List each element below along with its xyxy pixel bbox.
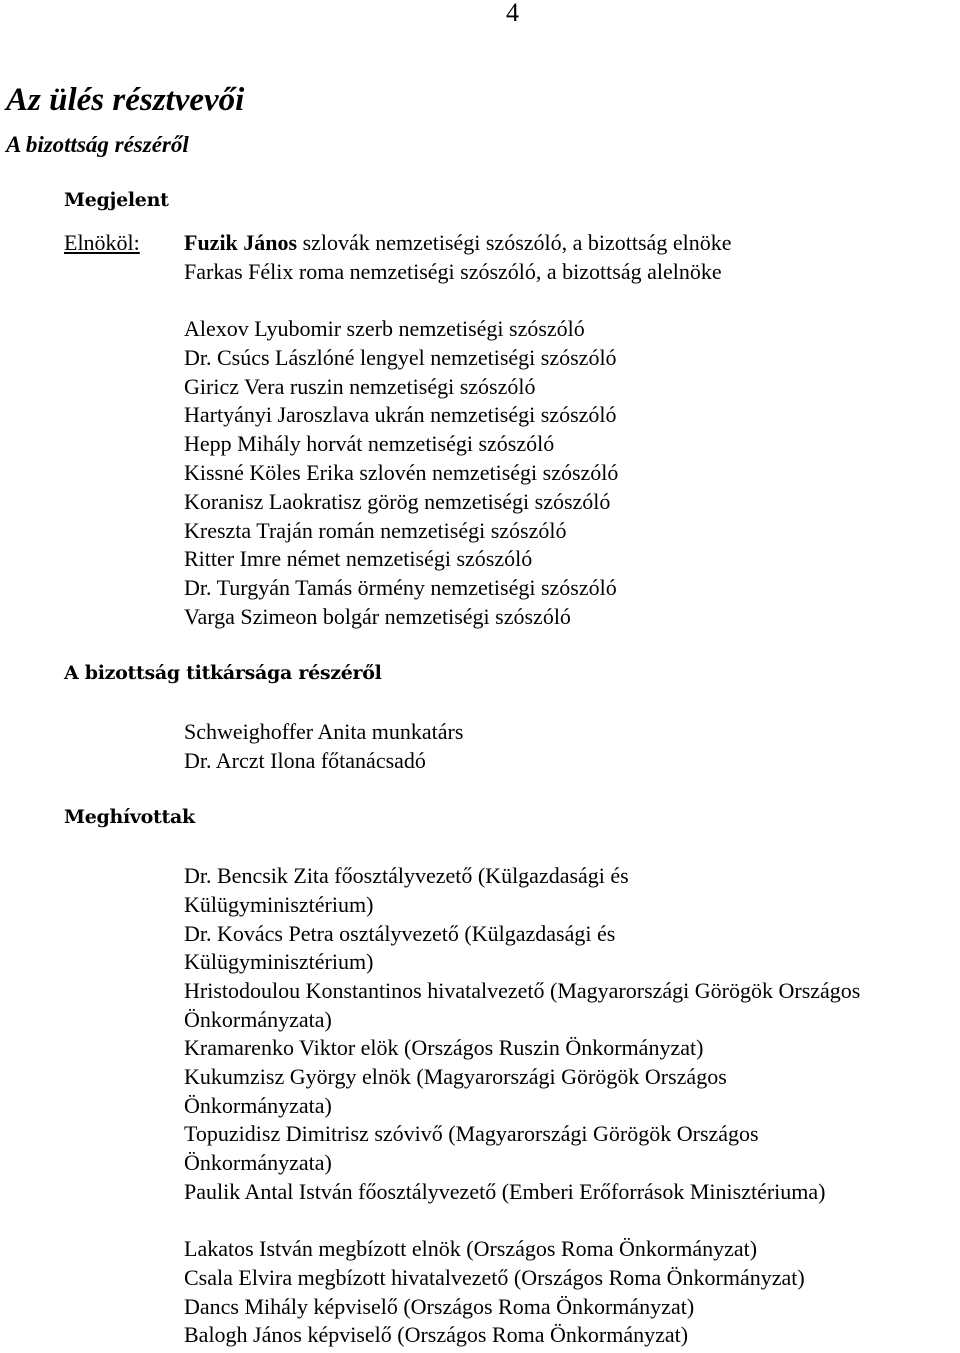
list-item: Dr. Bencsik Zita főosztályvezető (Külgazdasági és Külügyminisztérium) (184, 863, 629, 917)
secretariat-heading: A bizottság titkársága részéről (64, 662, 382, 684)
list-item: Schweighoffer Anita munkatárs (184, 719, 464, 744)
present-members-list (184, 315, 618, 632)
list-item: Dancs Mihály képviselő (Országos Roma Önkormányzat) (184, 1293, 695, 1319)
list-item: Kissné Köles Erika szlovén nemzetiségi szószóló (184, 459, 619, 485)
invited-heading: Meghívottak (64, 806, 195, 828)
list-item: Alexov Lyubomir szerb nemzetiségi szószóló (184, 316, 585, 341)
list-item: Balogh János képviselő (Országos Roma Önkormányzat) (184, 1322, 689, 1348)
committee-subtitle: A bizottság részéről (6, 132, 189, 157)
list-item: Hristodoulou Konstantinos hivatalvezető (Magyarországi Görögök Országos Önkormányzata) (184, 978, 861, 1032)
page-number: 4 (506, 0, 519, 27)
list-item: Lakatos István megbízott elnök (Országos Roma Önkormányzat) (184, 1236, 758, 1261)
secretariat-members-list (184, 718, 463, 776)
invited-members-list-b (184, 1034, 874, 1207)
list-item: Hartyányi Jaroszlava ukrán nemzetiségi szószóló (184, 402, 617, 428)
page-title: Az ülés résztvevői (6, 82, 245, 118)
invited-members-list-wrapped (184, 862, 744, 977)
list-item: Dr. Kovács Petra osztályvezető (Külgazdasági és Külügyminisztérium) (184, 920, 616, 975)
invited-members-list-c (184, 1235, 805, 1350)
chair-line (184, 229, 731, 258)
list-item: Giricz Vera ruszin nemzetiségi szószóló (184, 373, 536, 399)
list-item: Dr. Csúcs Lászlóné lengyel nemzetiségi szószóló (184, 344, 617, 370)
list-item: Dr. Turgyán Tamás örmény nemzetiségi szószóló (184, 575, 617, 601)
present-heading: Megjelent (64, 189, 169, 211)
list-item: Topuzidisz Dimitrisz szóvivő (Magyarországi Görögök Országos Önkormányzata) (184, 1121, 759, 1176)
chair-role: szlovák nemzetiségi szószóló, a bizottság elnöke (297, 230, 732, 255)
vice-chair-line: Farkas Félix roma nemzetiségi szószóló, a bizottság alelnöke (184, 258, 722, 284)
list-item: Varga Szimeon bolgár nemzetiségi szószóló (184, 603, 571, 629)
invited-members-list (184, 977, 944, 1035)
list-item: Kukumzisz György elnök (Magyarországi Görögök Országos Önkormányzata) (184, 1063, 727, 1118)
list-item: Paulik Antal István főosztályvezető (Emberi Erőforrások Minisztériuma) (184, 1178, 826, 1204)
list-item: Koranisz Laokratisz görög nemzetiségi szószóló (184, 488, 611, 514)
list-item: Kreszta Traján román nemzetiségi szószóló (184, 517, 567, 543)
list-item: Kramarenko Viktor elök (Országos Ruszin Önkormányzat) (184, 1035, 704, 1060)
chair-name: Fuzik János (184, 230, 298, 255)
list-item: Csala Elvira megbízott hivatalvezető (Országos Roma Önkormányzat) (184, 1264, 805, 1290)
chair-block (184, 229, 731, 287)
list-item: Ritter Imre német nemzetiségi szószóló (184, 546, 533, 572)
list-item: Hepp Mihály horvát nemzetiségi szószóló (184, 431, 555, 457)
chair-label: Elnököl: (64, 230, 140, 255)
list-item: Dr. Arczt Ilona főtanácsadó (184, 747, 426, 773)
